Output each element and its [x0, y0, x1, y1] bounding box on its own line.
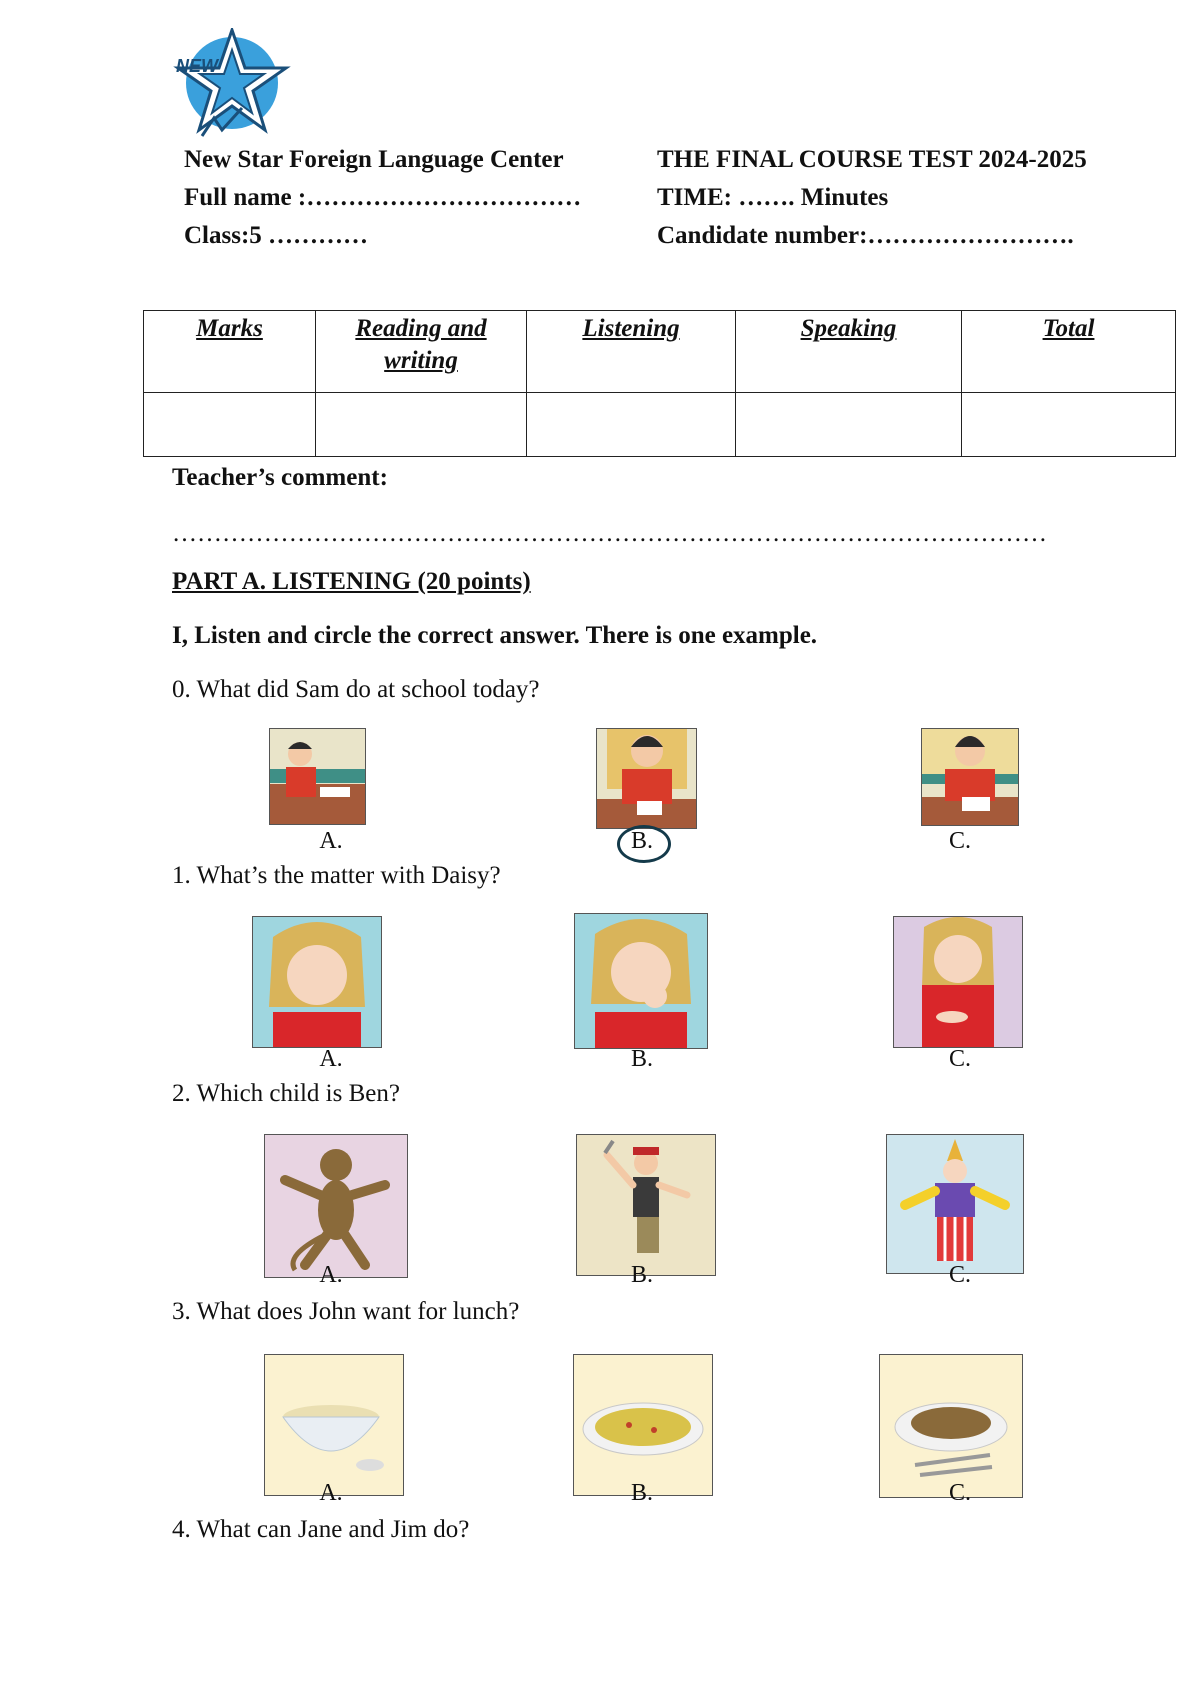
q2-picture-b[interactable]: [576, 1134, 716, 1276]
part-a-instruction: I, Listen and circle the correct answer. There is one example.: [172, 622, 818, 649]
cell-reading-writing[interactable]: [316, 393, 527, 457]
q0-option-c[interactable]: C.: [948, 828, 971, 854]
logo: [172, 28, 292, 143]
q1-option-b[interactable]: B.: [630, 1046, 653, 1072]
q1-picture-c[interactable]: [893, 916, 1023, 1048]
q3-picture-b[interactable]: [573, 1354, 713, 1496]
col-total: Total: [962, 311, 1176, 393]
boy-reading-icon: [270, 729, 365, 824]
question-1: 1. What’s the matter with Daisy?: [172, 862, 501, 889]
q0-option-b[interactable]: B.: [630, 828, 653, 854]
answer-circle: [617, 825, 671, 863]
boy-writing-icon: [597, 729, 696, 828]
question-2: 2. Which child is Ben?: [172, 1080, 400, 1107]
test-title: THE FINAL COURSE TEST 2024-2025: [657, 146, 1087, 173]
q2-option-a[interactable]: A.: [319, 1262, 343, 1288]
q2-option-c[interactable]: C.: [948, 1262, 971, 1288]
logo-text: NEW: [176, 56, 218, 76]
q2-option-b[interactable]: B.: [630, 1262, 653, 1288]
q3-picture-c[interactable]: [879, 1354, 1023, 1498]
q2-picture-a[interactable]: [264, 1134, 408, 1278]
girl-toothache-icon: [575, 914, 707, 1048]
col-speaking: Speaking: [736, 311, 962, 393]
q0-option-a[interactable]: A.: [319, 828, 343, 854]
col-marks: Marks: [144, 311, 316, 393]
question-4: 4. What can Jane and Jim do?: [172, 1516, 470, 1543]
boy-drawing-icon: [922, 729, 1018, 825]
q0-picture-a[interactable]: [269, 728, 366, 825]
q0-picture-b[interactable]: [596, 728, 697, 829]
monkey-costume-icon: [265, 1135, 407, 1277]
soup-bowl-icon: [265, 1355, 403, 1495]
omelette-plate-icon: [574, 1355, 712, 1495]
noodles-plate-icon: [880, 1355, 1022, 1497]
cell-marks[interactable]: [144, 393, 316, 457]
q1-option-a[interactable]: A.: [319, 1046, 343, 1072]
q3-option-c[interactable]: C.: [948, 1480, 971, 1506]
q3-picture-a[interactable]: [264, 1354, 404, 1496]
teacher-comment-label: Teacher’s comment:: [172, 464, 388, 491]
clown-costume-icon: [887, 1135, 1023, 1273]
center-name: New Star Foreign Language Center: [184, 146, 564, 173]
star-logo-icon: [172, 28, 292, 143]
cell-speaking[interactable]: [736, 393, 962, 457]
q2-picture-c[interactable]: [886, 1134, 1024, 1274]
marks-table: [143, 310, 1176, 457]
part-a-title: PART A. LISTENING (20 points): [172, 568, 531, 595]
q1-picture-b[interactable]: [574, 913, 708, 1049]
pirate-costume-icon: [577, 1135, 715, 1275]
cell-total[interactable]: [962, 393, 1176, 457]
q0-picture-c[interactable]: [921, 728, 1019, 826]
col-listening: Listening: [527, 311, 736, 393]
question-0: 0. What did Sam do at school today?: [172, 676, 540, 703]
teacher-comment-line[interactable]: ……………………………………………………………………………………………: [172, 520, 1047, 547]
time-field[interactable]: TIME: ……. Minutes: [657, 184, 889, 211]
girl-stomachache-icon: [894, 917, 1022, 1047]
girl-face-icon: [253, 917, 381, 1047]
full-name-field[interactable]: Full name :……………………………: [184, 184, 582, 211]
candidate-number-field[interactable]: Candidate number:…………………….: [657, 222, 1074, 249]
question-3: 3. What does John want for lunch?: [172, 1298, 520, 1325]
cell-listening[interactable]: [527, 393, 736, 457]
q3-option-b[interactable]: B.: [630, 1480, 653, 1506]
col-reading-writing: Reading and writing: [316, 311, 527, 393]
q3-option-a[interactable]: A.: [319, 1480, 343, 1506]
class-field[interactable]: Class:5 …………: [184, 222, 369, 249]
q1-picture-a[interactable]: [252, 916, 382, 1048]
q1-option-c[interactable]: C.: [948, 1046, 971, 1072]
